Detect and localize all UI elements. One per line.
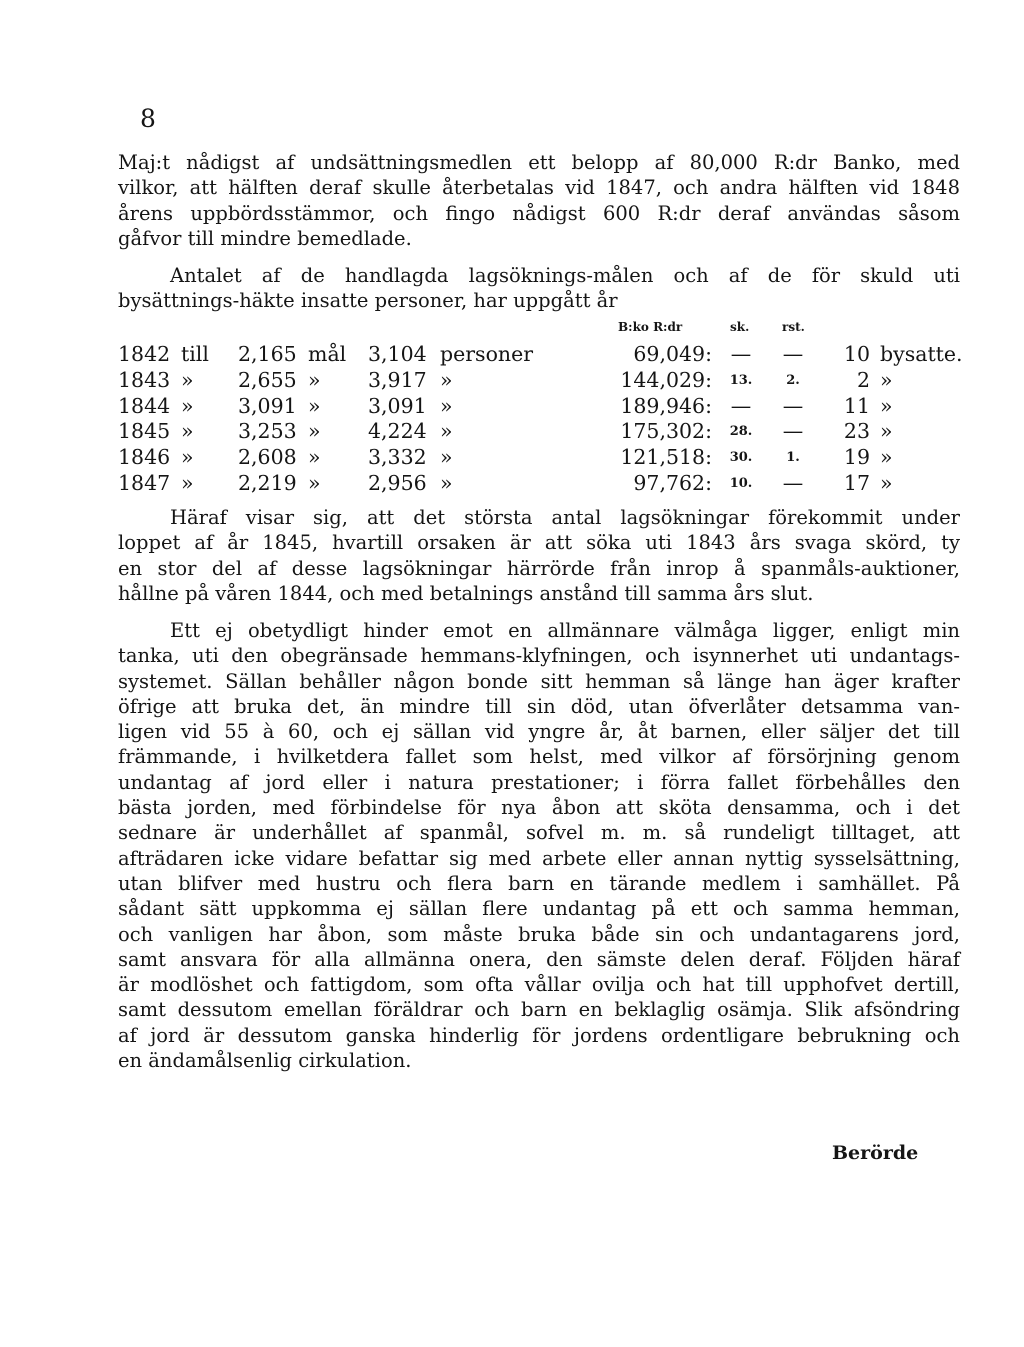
text-line: systemet. Sällan behåller någon bonde sitt hemman så länge han äger krafter xyxy=(118,669,960,693)
text-line: och vanligen har åbon, som måste bruka både sin och undantagarens jord, xyxy=(118,922,960,946)
text-line: Ett ej obetydligt hinder emot en allmännare välmåga ligger, enligt min xyxy=(170,619,960,642)
text-line: bysättnings-häkte insatte personer, har uppgått år xyxy=(118,289,618,313)
table-cell-year: 1844 xyxy=(118,393,171,418)
table-cell-persons-label: » xyxy=(440,393,453,418)
text-line: samt ansvara för alla allmänna onera, den sämste delen deraf. Följden häraf xyxy=(118,947,960,971)
catchword: Berörde xyxy=(832,1142,919,1164)
table-cell-sk: — xyxy=(730,393,752,418)
table-cell-bysatte-label: » xyxy=(880,471,893,495)
table-row xyxy=(118,419,978,444)
table-cell-rdr: 189,946: xyxy=(620,393,712,418)
table-cell-bysatte: 10 xyxy=(843,342,870,366)
table-cell-bysatte-label: » xyxy=(880,393,893,418)
text-line: en ändamålsenlig cirkulation. xyxy=(118,1049,412,1073)
table-header xyxy=(118,318,978,338)
table-row xyxy=(118,394,978,419)
table-cell-rdr: 144,029: xyxy=(620,367,712,392)
table-cell-cases: 2,608 xyxy=(238,445,297,470)
text-line: årens uppbördsstämmor, och fingo nådigst 600 R:dr deraf användas såsom xyxy=(118,201,960,225)
paragraph-1 xyxy=(118,150,960,251)
table-cell-cases: 2,655 xyxy=(238,367,297,392)
table-cell-rdr: 97,762: xyxy=(633,471,712,495)
page-number: 8 xyxy=(140,104,156,133)
text-line: utan blifver med hustru och flera barn en tärande medlem i samhället. På xyxy=(118,871,960,895)
table-cell-bysatte-label: bysatte. xyxy=(880,342,963,366)
table-cell-sk: 13. xyxy=(729,372,753,388)
text-line: öfrige att bruka det, än mindre till sin död, utan öfverlåter detsamma van- xyxy=(118,694,960,718)
table-cell-sk: 28. xyxy=(729,424,753,440)
text-line: främmande, i hvilketdera fallet som helst, med vilkor af försörjning genom xyxy=(118,745,960,769)
table-cell-year: 1843 xyxy=(118,367,171,392)
table-cell-mal: » xyxy=(308,445,321,470)
table-row xyxy=(118,471,978,496)
table-cell-year: 1846 xyxy=(118,445,171,470)
text-line: ligen vid 55 à 60, och ej sällan vid yngre år, åt barnen, eller säljer det till xyxy=(118,720,960,744)
table-cell-persons: 3,091 xyxy=(368,393,427,418)
paragraph-3 xyxy=(118,505,960,606)
header-sk: sk. xyxy=(730,320,750,334)
header-rdr: B:ko R:dr xyxy=(618,320,683,334)
text-line: tanka, uti den obegränsade hemmans-klyfningen, och isynnerhet uti undantags- xyxy=(118,644,960,668)
table-cell-rst: — xyxy=(782,419,804,444)
table-cell-persons: 4,224 xyxy=(368,419,427,444)
table-cell-persons-label: » xyxy=(440,419,453,444)
table-cell-persons-label: » xyxy=(440,471,453,495)
table-cell-year: 1847 xyxy=(118,471,171,495)
table-cell-bysatte: 23 xyxy=(843,419,870,444)
table-cell-persons: 2,956 xyxy=(368,471,427,495)
text-line: är modlöshet och fattigdom, som ofta vållar ovilja och hat till upphofvet dertill, xyxy=(118,973,960,997)
table-cell-year: 1845 xyxy=(118,419,171,444)
table-cell-rst: 1. xyxy=(786,450,800,466)
table-cell-till: » xyxy=(181,445,194,470)
table-cell-bysatte: 19 xyxy=(843,445,870,470)
table-cell-cases: 3,091 xyxy=(238,393,297,418)
text-line: afträdaren icke vidare befattar sig med arbete eller annan nyttig sysselsättning, xyxy=(118,846,960,870)
text-line: Antalet af de handlagda lagsöknings-målen och af de för skuld uti xyxy=(170,264,960,287)
table-cell-till: » xyxy=(181,367,194,392)
table-cell-bysatte: 2 xyxy=(856,367,870,392)
table-cell-sk: — xyxy=(730,342,752,366)
table-cell-till: » xyxy=(181,419,194,444)
text-line: sednare är underhållet af spanmål, sofvel m. m. så rundeligt tilltaget, att xyxy=(118,821,960,845)
table-cell-rdr: 121,518: xyxy=(620,445,712,470)
text-line: undantag af jord eller i natura prestationer; i förra fallet förbehålles den xyxy=(118,770,960,794)
text-line: af jord är dessutom ganska hinderlig för jordens ordentligare bebrukning och xyxy=(118,1023,960,1047)
table-cell-persons: 3,332 xyxy=(368,445,427,470)
table-cell-bysatte-label: » xyxy=(880,419,893,444)
table-cell-year: 1842 xyxy=(118,342,171,366)
table-row xyxy=(118,445,978,470)
paragraph-4 xyxy=(118,618,960,1073)
table-cell-bysatte: 17 xyxy=(843,471,870,495)
table-cell-bysatte-label: » xyxy=(880,367,893,392)
table-row xyxy=(118,342,978,367)
table-cell-sk: 10. xyxy=(729,476,753,491)
text-line: hållne på våren 1844, och med betalnings anstånd till samma års slut. xyxy=(118,581,814,605)
text-line: samt dessutom emellan föräldrar och barn en beklaglig osämja. Slik afsöndring xyxy=(118,998,960,1022)
text-line: gåfvor till mindre bemedlade. xyxy=(118,226,412,250)
table-cell-bysatte: 11 xyxy=(843,393,870,418)
table-cell-persons-label: » xyxy=(440,445,453,470)
table-cell-rst: — xyxy=(782,393,804,418)
text-line: vilkor, att hälften deraf skulle återbetalas vid 1847, och andra hälften vid 1848 xyxy=(118,176,960,200)
table-cell-rdr: 69,049: xyxy=(633,342,712,366)
table-cell-mal: » xyxy=(308,367,321,392)
table-cell-till: » xyxy=(181,393,194,418)
table-cell-persons-label: personer xyxy=(440,342,534,366)
paragraph-2 xyxy=(118,263,960,314)
table-cell-rst: 2. xyxy=(786,372,800,388)
text-line: en stor del af desse lagsökningar härrörde från inrop å spanmåls-auktioner, xyxy=(118,556,960,580)
table-cell-mal: » xyxy=(308,471,321,495)
table-cell-bysatte-label: » xyxy=(880,445,893,470)
table-cell-persons: 3,917 xyxy=(368,367,427,392)
header-rst: rst. xyxy=(782,320,805,334)
text-line: bästa jorden, med förbindelse för nya åbon att sköta densamma, och i det xyxy=(118,796,960,820)
table-cell-rdr: 175,302: xyxy=(620,419,712,444)
table-cell-persons: 3,104 xyxy=(368,342,427,366)
table-cell-persons-label: » xyxy=(440,367,453,392)
table-cell-cases: 3,253 xyxy=(238,419,297,444)
table-cell-mal: » xyxy=(308,393,321,418)
table-cell-rst: — xyxy=(782,471,804,495)
text-line: sådant sätt uppkomma ej sällan flere undantag på ett och samma hemman, xyxy=(118,897,960,921)
text-line: loppet af år 1845, hvartill orsaken är att söka uti 1843 års svaga skörd, ty xyxy=(118,531,960,555)
table-cell-mal: mål xyxy=(308,342,347,366)
table-cell-till: till xyxy=(181,342,209,366)
table-cell-till: » xyxy=(181,471,194,495)
table-cell-cases: 2,165 xyxy=(238,342,297,366)
table-cell-cases: 2,219 xyxy=(238,471,297,495)
table-cell-rst: — xyxy=(782,342,804,366)
table-cell-sk: 30. xyxy=(729,450,753,466)
table-row xyxy=(118,368,978,393)
table-cell-mal: » xyxy=(308,419,321,444)
text-line: Maj:t nådigst af undsättningsmedlen ett belopp af 80,000 R:dr Banko, med xyxy=(118,151,960,174)
text-line: Häraf visar sig, att det största antal lagsökningar förekommit under xyxy=(170,506,960,529)
